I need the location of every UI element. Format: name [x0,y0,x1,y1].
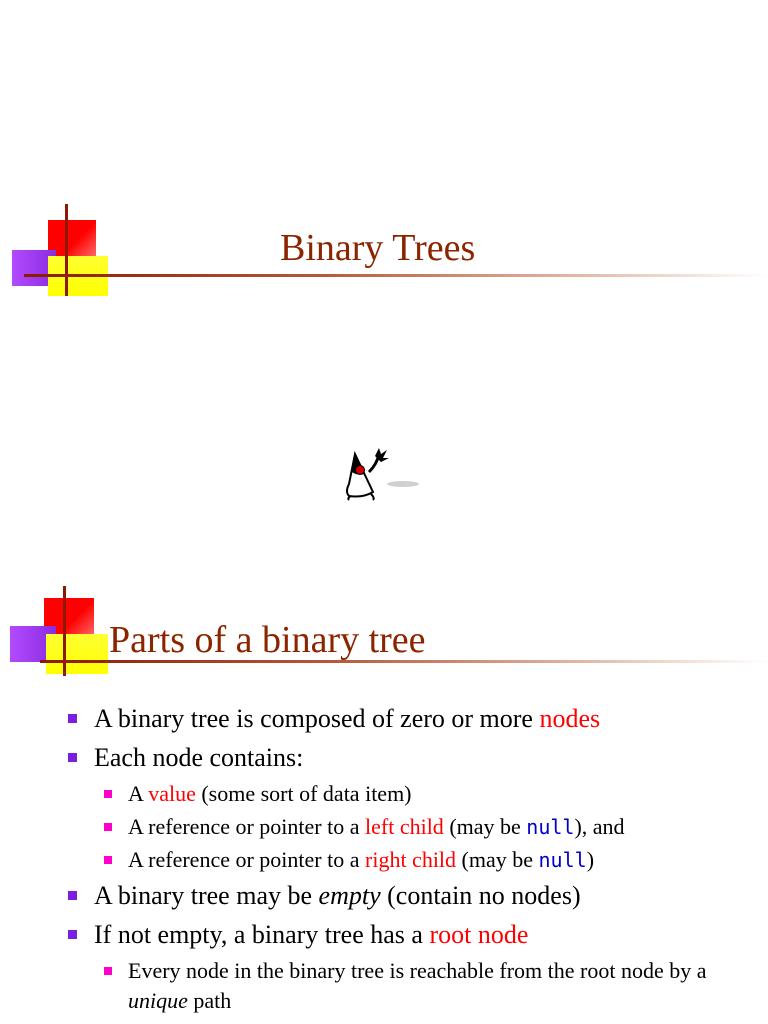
sub-bullet-item: A reference or pointer to a right child (may be null) [66,845,756,875]
square-bullet-icon [104,856,112,864]
square-bullet-icon [68,714,77,723]
sub-bullet-item: Every node in the binary tree is reachable from the root node by a unique path [66,956,756,1016]
bullet-list [66,701,756,1019]
square-bullet-icon [68,753,77,762]
slide-title: Binary Trees [280,227,476,269]
corner-squares-decoration [12,204,112,300]
slide-title: Parts of a binary tree [109,619,426,661]
bullet-item: If not empty, a binary tree has a root node [66,917,756,953]
content-slide [0,560,768,1024]
square-bullet-icon [68,930,77,939]
sub-bullet-item: A value (some sort of data item) [66,779,756,809]
bullet-item: A binary tree is composed of zero or more nodes [66,701,756,737]
square-bullet-icon [104,967,112,975]
corner-squares-decoration [10,586,110,682]
bullet-item: A binary tree may be empty (contain no nodes) [66,878,756,914]
square-bullet-icon [104,790,112,798]
title-underline [24,274,768,277]
square-bullet-icon [104,823,112,831]
sub-bullet-item: A reference or pointer to a left child (may be null), and [66,812,756,842]
waving-mascot-icon [343,446,423,511]
square-bullet-icon [68,891,77,900]
bullet-item: Each node contains: [66,740,756,776]
